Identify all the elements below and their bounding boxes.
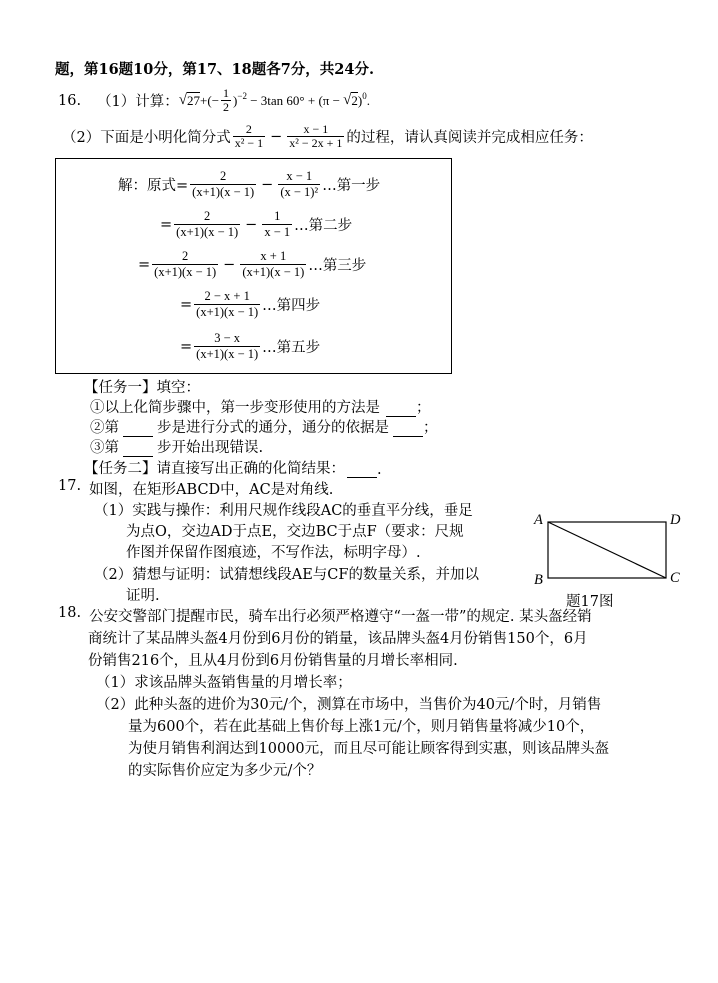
q16-part1 bbox=[58, 87, 370, 114]
q16-number: 16. bbox=[58, 92, 82, 109]
q16-part2: （2）下面是小明化简分式 $\frac{2}{\text{x² − 1}}$ − $\frac{x - 1}{\text{x² − 2x + 1}}$ 的过程，请认真阅读并完成相应任务： bbox=[62, 122, 593, 150]
q18-part2-line1: （2）此种头盔的进价为30元/个，测算在市场中，当售价为40元/个时，月销售 bbox=[96, 697, 602, 713]
task1-item-1: ①以上化简步骤中，第一步变形使用的方法是 ； bbox=[90, 400, 431, 416]
sqrt-27: 27 bbox=[187, 93, 201, 108]
solution-step-1: 解：原式= $\frac{2}{(x+1)(x - 1)}$ − $\frac{x - 1}{\text{(x − 1)²}}$ …第一步 bbox=[118, 169, 381, 199]
step-tag: …第一步 bbox=[322, 178, 381, 194]
solution-step-3: = $\frac{2}{(x+1)(x - 1)}$ − $\frac{x + 1}{(x+1)(x - 1)}$ …第三步 bbox=[138, 249, 367, 279]
task1-item-3: ③第 步开始出现错误. bbox=[90, 440, 264, 456]
q16-part1-expression: √ 27 +(− $\frac{1}{2}$ ) $^{-2}$ − 3tan 60° + (π − √ 2 ) $^0$ . bbox=[178, 86, 370, 114]
q18-part2-line3: 为使月销售利润达到10000元，而且尽可能让顾客得到实惠，则该品牌头盔 bbox=[128, 741, 610, 757]
label-a: A bbox=[534, 512, 543, 528]
answer-blank[interactable] bbox=[347, 465, 377, 478]
q16-part2-suffix: 的过程，请认真阅读并完成相应任务： bbox=[346, 130, 593, 146]
q16-frac2: $\frac{x - 1}{\text{x² − 2x + 1}}$ bbox=[289, 122, 343, 150]
q16-part2-prefix: （2）下面是小明化简分式 bbox=[62, 130, 231, 146]
answer-blank[interactable] bbox=[393, 424, 423, 437]
q17-part1-line2: 为点O，交边AD于点E，交边BC于点F（要求：尺规 bbox=[126, 524, 464, 540]
section-header: 题，第16题10分，第17、18题各7分，共24分. bbox=[55, 61, 375, 78]
figure-17 bbox=[530, 512, 690, 592]
label-d: D bbox=[670, 512, 681, 528]
solution-box bbox=[55, 158, 452, 374]
label-c: C bbox=[670, 570, 680, 586]
solution-step-2: = $\frac{2}{(x+1)(x - 1)}$ − $\frac{1}{x - 1}$ …第二步 bbox=[160, 209, 353, 239]
figure-caption: 题17图 bbox=[566, 594, 614, 610]
label-b: B bbox=[534, 572, 543, 588]
q17-number: 17. bbox=[58, 478, 82, 494]
sqrt-2: 2 bbox=[351, 93, 358, 108]
q17-intro: 17. 如图，在矩形ABCD中，AC是对角线. bbox=[58, 478, 334, 498]
half-fraction: $\frac{1}{2}$ bbox=[223, 86, 230, 114]
task2: 【任务二】请直接写出正确的化简结果： . bbox=[84, 461, 382, 478]
task1-item-2: ②第 步是进行分式的通分，通分的依据是 ； bbox=[90, 420, 438, 436]
q18-number: 18. bbox=[58, 605, 82, 621]
q18-line1: 18. 公安交警部门提醒市民，骑车出行必须严格遵守“一盔一带”的规定. 某头盔经销 bbox=[58, 605, 592, 625]
step-tag: …第二步 bbox=[294, 218, 353, 234]
step-tag: …第四步 bbox=[262, 298, 321, 314]
solution-step-5: = $\frac{3 - x}{(x+1)(x - 1)}$ …第五步 bbox=[180, 331, 321, 361]
q16-frac1: $\frac{2}{\text{x² − 1}}$ bbox=[234, 122, 264, 150]
q18-part1: （1）求该品牌头盔销售量的月增长率； bbox=[96, 675, 352, 691]
q17-part1-line3: 作图并保留作图痕迹，不写作法，标明字母）. bbox=[126, 545, 421, 561]
step-tag: …第五步 bbox=[262, 340, 321, 356]
diagonal-ac bbox=[548, 522, 666, 578]
q18-part2-line2: 量为600个，若在此基础上售价每上涨1元/个，则月销售量将减少10个， bbox=[128, 719, 595, 735]
rectangle-diagram bbox=[530, 512, 690, 592]
q18-line2: 商统计了某品牌头盔4月份到6月份的销量，该品牌头盔4月份销售150个，6月 bbox=[88, 631, 588, 647]
task1-title: 【任务一】填空： bbox=[84, 380, 200, 396]
q17-part1: （1）实践与操作：利用尺规作线段AC的垂直平分线，垂足 bbox=[94, 503, 473, 519]
q16-part1-label: （1）计算： bbox=[97, 94, 179, 110]
solution-label: 解：原式= bbox=[118, 178, 189, 194]
answer-blank[interactable] bbox=[123, 444, 153, 457]
q18-part2-line4: 的实际售价应定为多少元/个？ bbox=[128, 763, 322, 779]
q17-part2: （2）猜想与证明：试猜想线段AE与CF的数量关系，并加以 bbox=[94, 567, 479, 583]
solution-step-4: = $\frac{2 - x + 1}{(x+1)(x - 1)}$ …第四步 bbox=[180, 289, 321, 319]
q18-line3: 份销售216个，且从4月份到6月份销售量的月增长率相同. bbox=[88, 653, 458, 669]
step-tag: …第三步 bbox=[308, 258, 367, 274]
q17-part2-line2: 证明. bbox=[126, 588, 160, 604]
